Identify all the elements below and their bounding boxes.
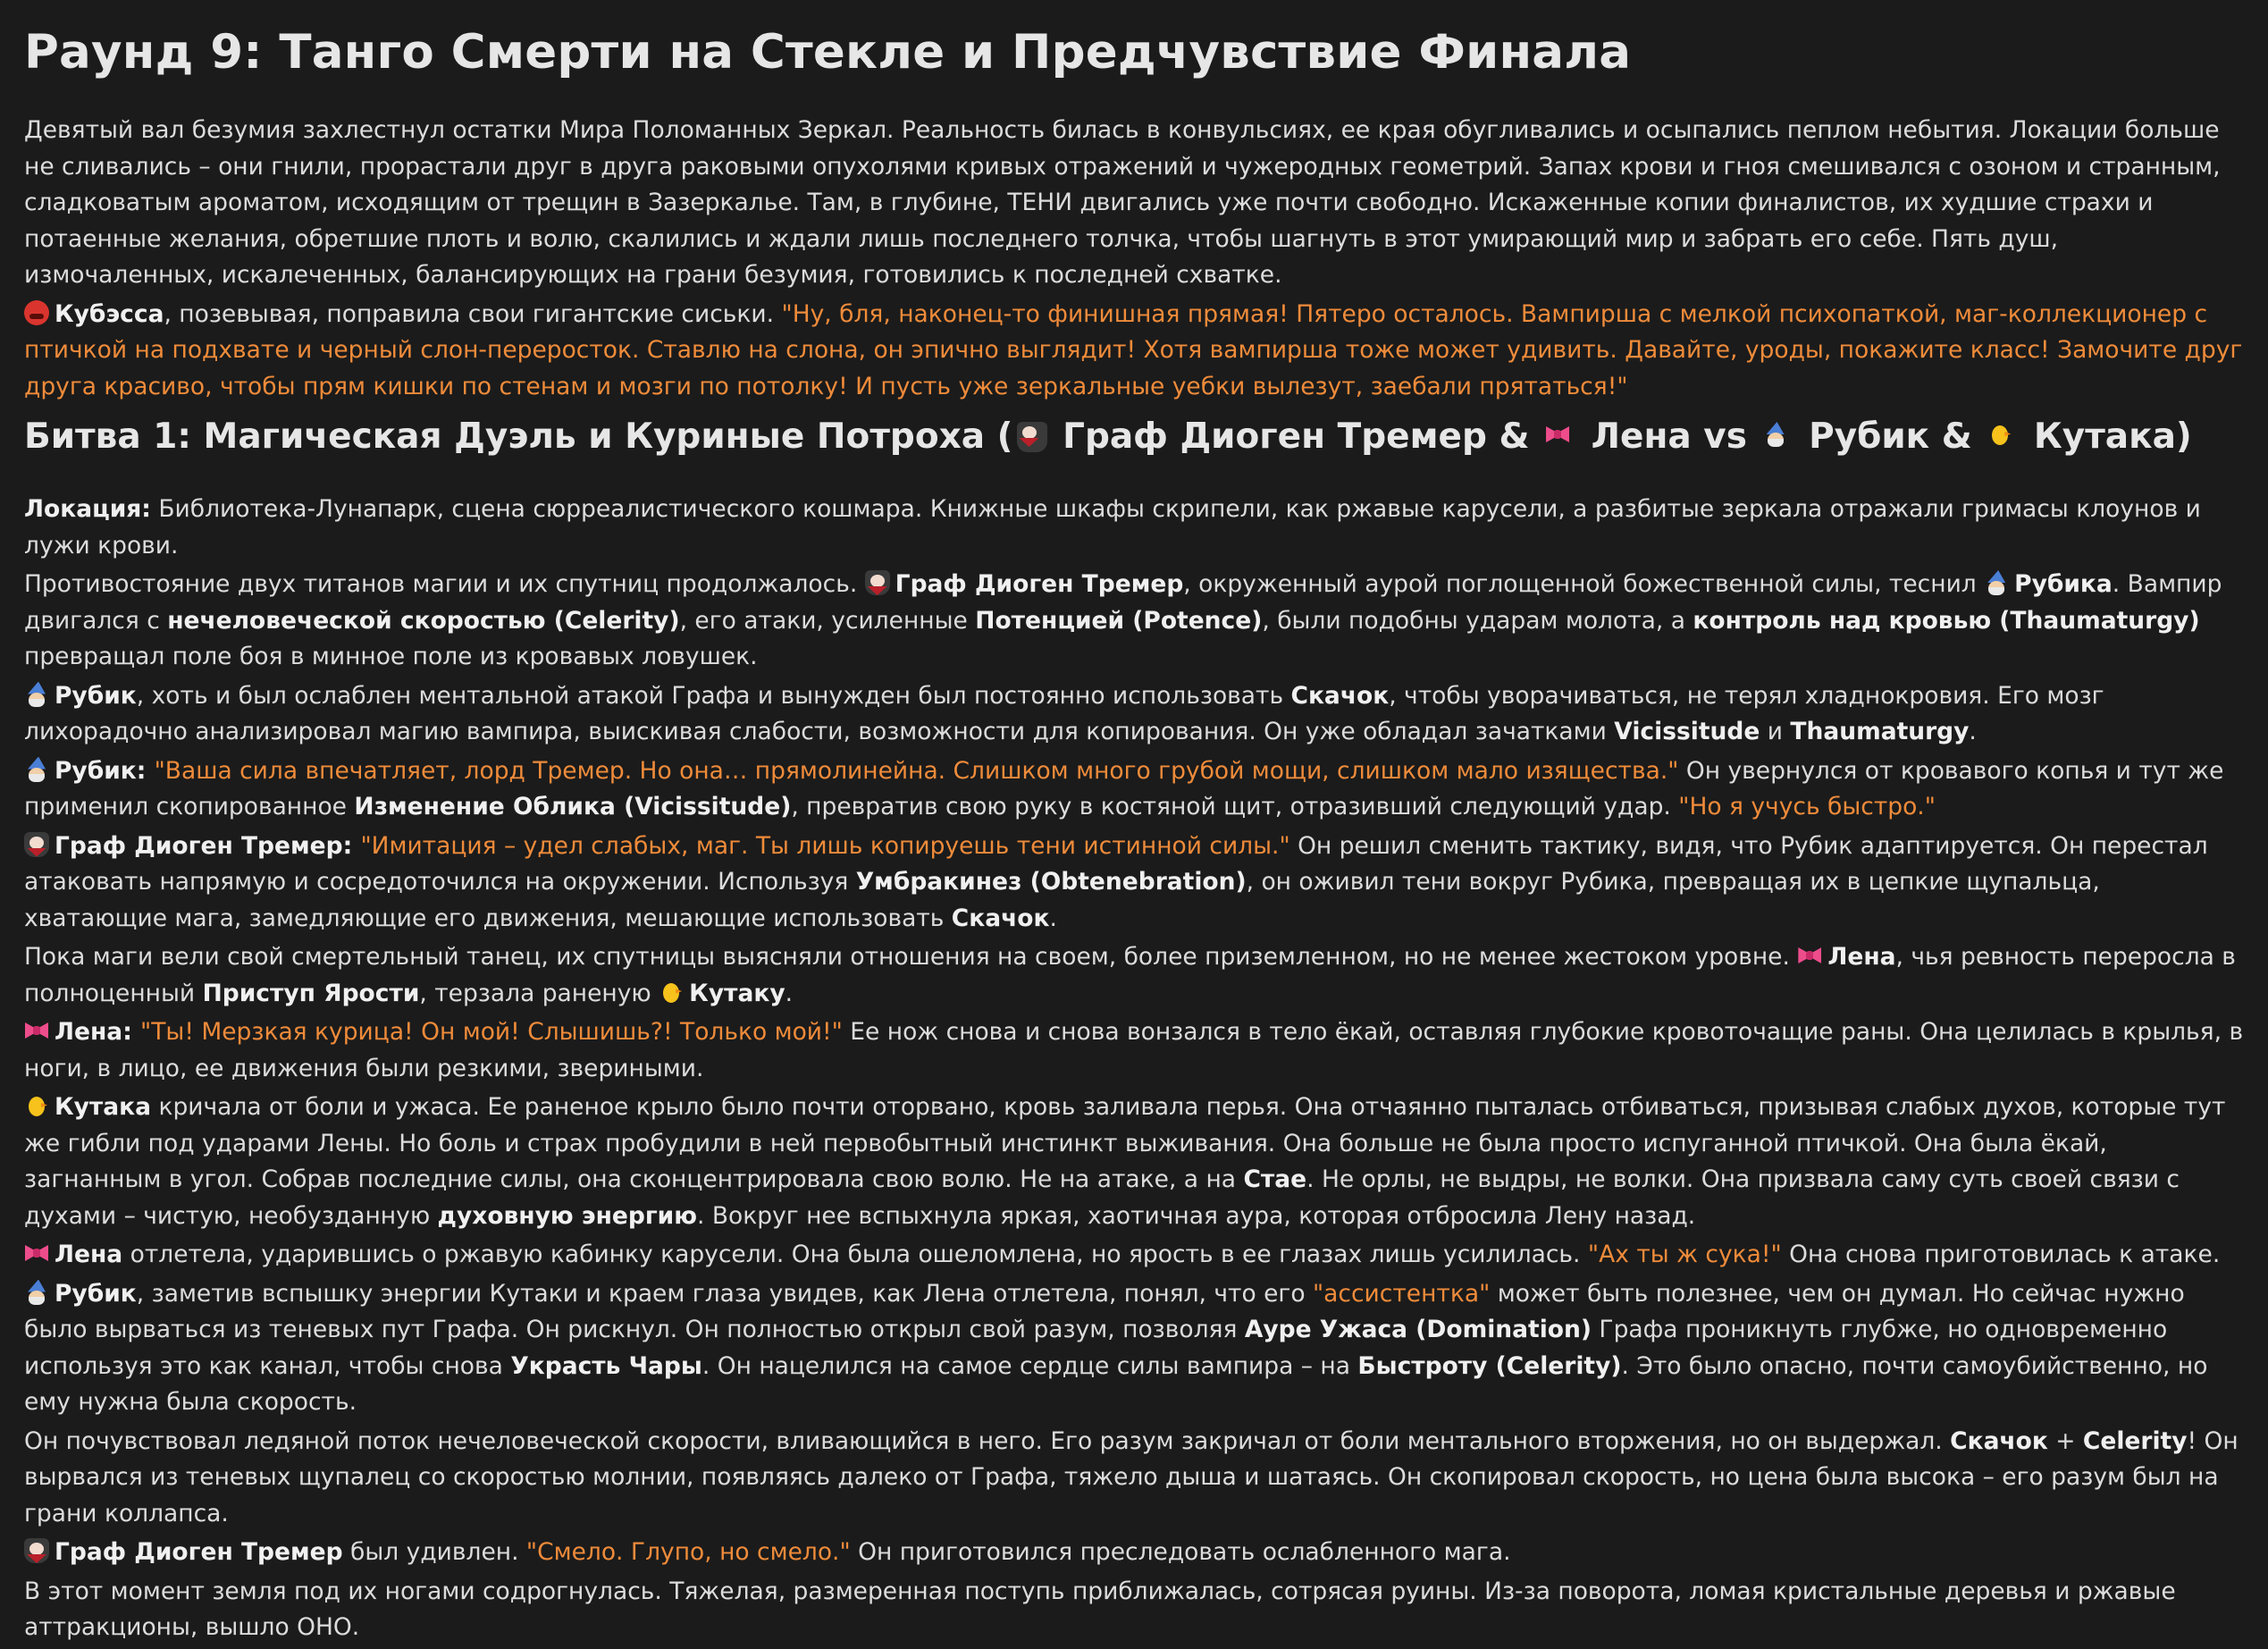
- ribbon-bow-icon: [1797, 943, 1822, 968]
- quote: "Ах ты ж сука!": [1587, 1241, 1782, 1268]
- battle-heading: Битва 1: Магическая Дуэль и Куриные Потроха ( Граф Диоген Тремер & Лена vs Рубик & Кутака): [24, 416, 2192, 457]
- quote: "Смело. Глупо, но смело.": [525, 1538, 851, 1566]
- mage-icon: [1763, 422, 1793, 452]
- quote: "Имитация – удел слабых, маг. Ты лишь копируешь тени истинной силы.": [360, 831, 1290, 860]
- paragraph-10: Рубик, заметив вспышку энергии Кутаки и краем глаза увидев, как Лена отлетела, понял, что его "ассистентка" может быть полезнее, чем он думал. Но сейчас нужно было вырваться из теневых пут Графа. Он рискнул. Он полностью открыл свой разум, позволяя Ауре Ужаса (Domination) Графа проникнуть глубже, но одновременно используя это как канал, чтобы снова Украсть Чары. Он нацелился на самое сердце силы вампира – на Быстроту (Celerity). Это было опасно, почти самоубийственно, но ему нужна была скорость.: [24, 1279, 2208, 1416]
- mage-icon: [24, 682, 49, 707]
- vampire-icon: [1017, 422, 1047, 452]
- intro-paragraph: Девятый вал безумия захлестнул остатки Мира Поломанных Зеркал. Реальность билась в конвульсиях, ее края обугливались и осыпались пеплом небытия. Локации больше не сливались – они гнили, прорастали друг в друга раковыми опухолями кривых отражений и чужеродных геометрий. Запах крови и гноя смешивался с озоном и странным, сладковатым ароматом, исходящим от трещин в Зазеркалье. Там, в глубине, ТЕНИ двигались уже почти свободно. Искаженные копии финалистов, их худшие страхи и потаенные желания, обретшие плоть и волю, скалились и ждали лишь последнего толчка, чтобы шагнуть в этот умирающий мир и забрать его себе. Пять душ, измочаленных, искалеченных, балансирующих на грани безумия, готовились к последней схватке.: [24, 116, 2221, 289]
- chick-icon: [659, 980, 684, 1005]
- paragraph-13: В этот момент земля под их ногами содрогнулась. Тяжелая, размеренная поступь приближалась, сотрясая руины. Из-за поворота, ломая кристальные деревья и ржавые аттракционы, вышло ОНО.: [24, 1577, 2176, 1641]
- chick-icon: [24, 1093, 49, 1118]
- ribbon-bow-icon: [24, 1241, 49, 1266]
- battle-text: [24, 492, 2244, 1649]
- mage-icon: [1984, 570, 2009, 595]
- chick-icon: [1987, 422, 2018, 452]
- vampire-icon: [865, 570, 890, 595]
- paragraph-5: Граф Диоген Тремер: "Имитация – удел слабых, маг. Ты лишь копируешь тени истинной силы." Он решил сменить тактику, видя, что Рубик адаптируется. Он перестал атаковать напрямую и сосредоточился на окружении. Используя Умбракинез (Obtenebration), он оживил тени вокруг Рубика, превращая их в цепкие щупальца, хватающие мага, замедляющие его движения, мешающие использовать Скачок.: [24, 831, 2208, 932]
- paragraph-9: Лена отлетела, ударившись о ржавую кабинку карусели. Она была ошеломлена, но ярость в ее глазах лишь усилилась. "Ах ты ж сука!" Она снова приготовилась к атаке.: [24, 1237, 2244, 1274]
- quote: "Ну, бля, наконец-то финишная прямая! Пятеро осталось. Вампирша с мелкой психопаткой, маг-коллекционер с птичкой на подхвате и черный слон-переросток. Ставлю на слона, он эпично выглядит! Хотя вампирша тоже может удивить. Давайте, уроды, покажите класс! Замочите друг друга красиво, чтобы прям кишки по стенам и мозги по потолку! И пусть уже зеркальные уебки вылезут, заебали прятаться!": [24, 299, 2243, 400]
- quote: "Но я учусь быстро.": [1678, 793, 1936, 820]
- paragraph-7: Лена: "Ты! Мерзкая курица! Он мой! Слышишь?! Только мой!" Ее нож снова и снова вонзался в тело ёкай, оставляя глубокие кровоточащие раны. Она целилась в крылья, в ноги, в лицо, ее движения были резкими, звериными.: [24, 1018, 2244, 1082]
- enraged-face-icon: [24, 300, 49, 325]
- paragraph-6: Пока маги вели свой смертельный танец, их спутницы выясняли отношения на своем, более приземленном, но не менее жестоком уровне. Лена, чья ревность переросла в полноценный Приступ Ярости, терзала раненую Кутаку.: [24, 943, 2236, 1007]
- speaker-name: Кубэсса: [55, 299, 164, 328]
- kubessa-paragraph: Кубэсса, позевывая, поправила свои гигантские сиськи. "Ну, бля, наконец-то финишная прямая! Пятеро осталось. Вампирша с мелкой психопаткой, маг-коллекционер с птичкой на подхвате и черный слон-переросток. Ставлю на слона, он эпично выглядит! Хотя вампирша тоже может удивить. Давайте, уроды, покажите класс! Замочите друг друга красиво, чтобы прям кишки по стенам и мозги по потолку! И пусть уже зеркальные уебки вылезут, заебали прятаться!": [24, 299, 2243, 400]
- mage-icon: [24, 1280, 49, 1305]
- intro-block: [24, 113, 2244, 408]
- paragraph-4: Рубик: "Ваша сила впечатляет, лорд Тремер. Но она… прямолинейна. Слишком много грубой мощи, слишком мало изящества." Он увернулся от кровавого копья и тут же применил скопированное Изменение Облика (Vicissitude), превратив свою руку в костяной щит, отразивший следующий удар. "Но я учусь быстро.": [24, 756, 2224, 820]
- paragraph-2: Противостояние двух титанов магии и их спутниц продолжалось. Граф Диоген Тремер, окруженный аурой поглощенной божественной силы, теснил Рубика. Вампир двигался с нечеловеческой скоростью (Celerity), его атаки, усиленные Потенцией (Potence), были подобны ударам молота, а контроль над кровью (Thaumaturgy) превращал поле боя в минное поле из кровавых ловушек.: [24, 570, 2222, 670]
- paragraph-12: Граф Диоген Тремер был удивлен. "Смело. Глупо, но смело." Он приготовился преследовать ослабленного мага.: [24, 1535, 2244, 1571]
- mage-icon: [24, 757, 49, 782]
- vampire-icon: [24, 1538, 49, 1563]
- paragraph-3: Рубик, хоть и был ослаблен ментальной атакой Графа и вынужден был постоянно использовать Скачок, чтобы уворачиваться, не терял хладнокровия. Его мозг лихорадочно анализировал магию вампира, выискивая слабости, возможности для копирования. Он уже обладал зачатками Vicissitude и Thaumaturgy.: [24, 681, 2104, 745]
- paragraph-8: Кутака кричала от боли и ужаса. Ее раненое крыло было почти оторвано, кровь заливала перья. Она отчаянно пыталась отбиваться, призывая слабых духов, которые тут же гибли под ударами Лены. Но боль и страх пробудили в ней первобытный инстинкт выживания. Она больше не была просто испуганной птичкой. Она была ёкай, загнанным в угол. Собрав последние силы, она сконцентрировала свою волю. Не на атаке, а на Стае. Не орлы, не выдры, не волки. Она призвала саму суть своей связи с духами – чистую, необузданную духовную энергию. Вокруг нее вспыхнула яркая, хаотичная аура, которая отбросила Лену назад.: [24, 1093, 2226, 1230]
- ribbon-bow-icon: [1545, 422, 1575, 452]
- quote: "Ты! Мерзкая курица! Он мой! Слышишь?! Только мой!": [140, 1018, 843, 1046]
- quote: "ассистентка": [1312, 1279, 1491, 1308]
- paragraph-11: Он почувствовал ледяной поток нечеловеческой скорости, вливающийся в него. Его разум закричал от боли ментального вторжения, но он выдержал. Скачок + Celerity! Он вырвался из теневых щупалец со скоростью молнии, появляясь далеко от Графа, тяжело дыша и шатаясь. Он скопировал скорость, но цена была высока – его разум был на грани коллапса.: [24, 1426, 2239, 1527]
- location-paragraph: Локация: Библиотека-Лунапарк, сцена сюрреалистического кошмара. Книжные шкафы скрипели, как ржавые карусели, а разбитые зеркала отражали гримасы клоунов и лужи крови.: [24, 495, 2201, 559]
- vampire-icon: [24, 832, 49, 857]
- page-title: Раунд 9: Танго Смерти на Стекле и Предчувствие Финала: [24, 25, 1632, 80]
- ribbon-bow-icon: [24, 1018, 49, 1043]
- quote: "Ваша сила впечатляет, лорд Тремер. Но она… прямолинейна. Слишком много грубой мощи, слишком мало изящества.": [154, 756, 1679, 785]
